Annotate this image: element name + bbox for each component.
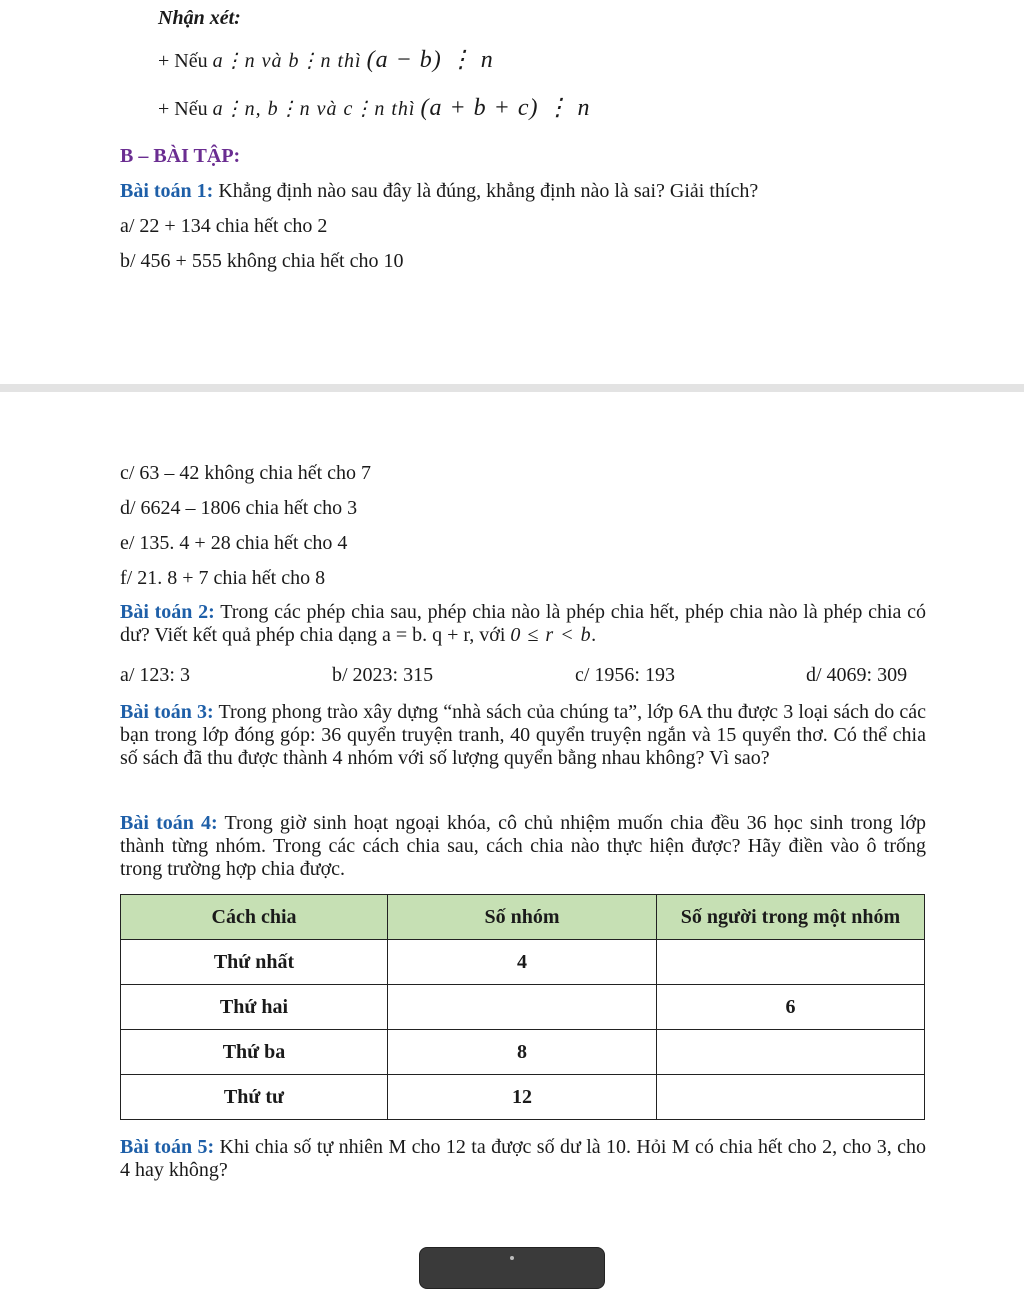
table-header: Số nhóm [388, 895, 657, 940]
table-row [121, 940, 925, 985]
rule-2: + Nếu a⋮n, b⋮n và c⋮n thì (a + b + c) ⋮ n [158, 95, 591, 121]
page-divider [0, 384, 1024, 392]
note-title: Nhận xét: [158, 7, 241, 29]
problem-5-label: Bài toán 5: [120, 1136, 215, 1158]
table-row [121, 1030, 925, 1075]
problem-2-c: c/ 1956: 193 [575, 664, 675, 686]
page-bottom [0, 392, 1024, 1280]
problem-1-label: Bài toán 1: [120, 180, 214, 202]
problem-2-d: d/ 4069: 309 [806, 664, 908, 686]
table-cell: Thứ tư [121, 1075, 388, 1120]
table-row [121, 985, 925, 1030]
grouping-table [120, 894, 925, 1120]
problem-5-statement: Bài toán 5: Khi chia số tự nhiên M cho 12 ta được số dư là 10. Hỏi M có chia hết cho 2, cho 3, cho 4 hay không? [120, 1136, 927, 1181]
table-cell [657, 940, 925, 985]
problem-1-d: d/ 6624 – 1806 chia hết cho 3 [120, 497, 358, 519]
table-cell: 4 [388, 940, 657, 985]
problem-2-a: a/ 123: 3 [120, 664, 190, 686]
problem-3-statement: Bài toán 3: Trong phong trào xây dựng “nhà sách của chúng ta”, lớp 6A thu được 3 loại sách do các bạn trong lớp đóng góp: 36 quyển truyện tranh, 40 quyển truyện ngắn và 15 quyển thơ. Có thể chia số sách đã thu được thành 4 nhóm với số lượng quyển bằng nhau không? Vì sao? [120, 701, 926, 769]
problem-1-c: c/ 63 – 42 không chia hết cho 7 [120, 462, 372, 484]
table-cell: Thứ ba [121, 1030, 388, 1075]
problem-2-statement: Bài toán 2: Trong các phép chia sau, phép chia nào là phép chia hết, phép chia nào là phép chia có dư? Viết kết quả phép chia dạng a = b. q + r, với 0 ≤ r < b. [120, 601, 927, 646]
table-header-row [121, 895, 925, 940]
problem-2-label: Bài toán 2: [120, 601, 215, 623]
table-cell: 6 [657, 985, 925, 1030]
table-cell [388, 985, 657, 1030]
table-cell [657, 1030, 925, 1075]
table-cell: Thứ hai [121, 985, 388, 1030]
table-cell: Thứ nhất [121, 940, 388, 985]
table-header: Cách chia [121, 895, 388, 940]
problem-4-statement: Bài toán 4: Trong giờ sinh hoạt ngoại khóa, cô chủ nhiệm muốn chia đều 36 học sinh trong lớp thành từng nhóm. Trong các cách chia sau, cách chia nào thực hiện được? Hãy điền vào ô trống trong trường hợp chia được. [120, 812, 926, 880]
problem-4-label: Bài toán 4: [120, 812, 218, 834]
problem-1-e: e/ 135. 4 + 28 chia hết cho 4 [120, 532, 348, 554]
problem-1-b: b/ 456 + 555 không chia hết cho 10 [120, 250, 404, 272]
problem-2-items [120, 664, 926, 690]
bottom-overlay-button[interactable] [419, 1247, 605, 1289]
table-cell [657, 1075, 925, 1120]
problem-1-statement: Bài toán 1: Khẳng định nào sau đây là đúng, khẳng định nào là sai? Giải thích? [120, 180, 759, 202]
table-row [121, 1075, 925, 1120]
table-cell: 12 [388, 1075, 657, 1120]
problem-2-b: b/ 2023: 315 [332, 664, 434, 686]
page-top [0, 0, 1024, 384]
problem-3-label: Bài toán 3: [120, 701, 214, 723]
problem-1-a: a/ 22 + 134 chia hết cho 2 [120, 215, 328, 237]
problem-1-f: f/ 21. 8 + 7 chia hết cho 8 [120, 567, 326, 589]
table-header: Số người trong một nhóm [657, 895, 925, 940]
table-cell: 8 [388, 1030, 657, 1075]
section-heading: B – BÀI TẬP: [120, 145, 241, 167]
rule-1: + Nếu a⋮n và b⋮n thì (a − b) ⋮ n [158, 47, 494, 73]
